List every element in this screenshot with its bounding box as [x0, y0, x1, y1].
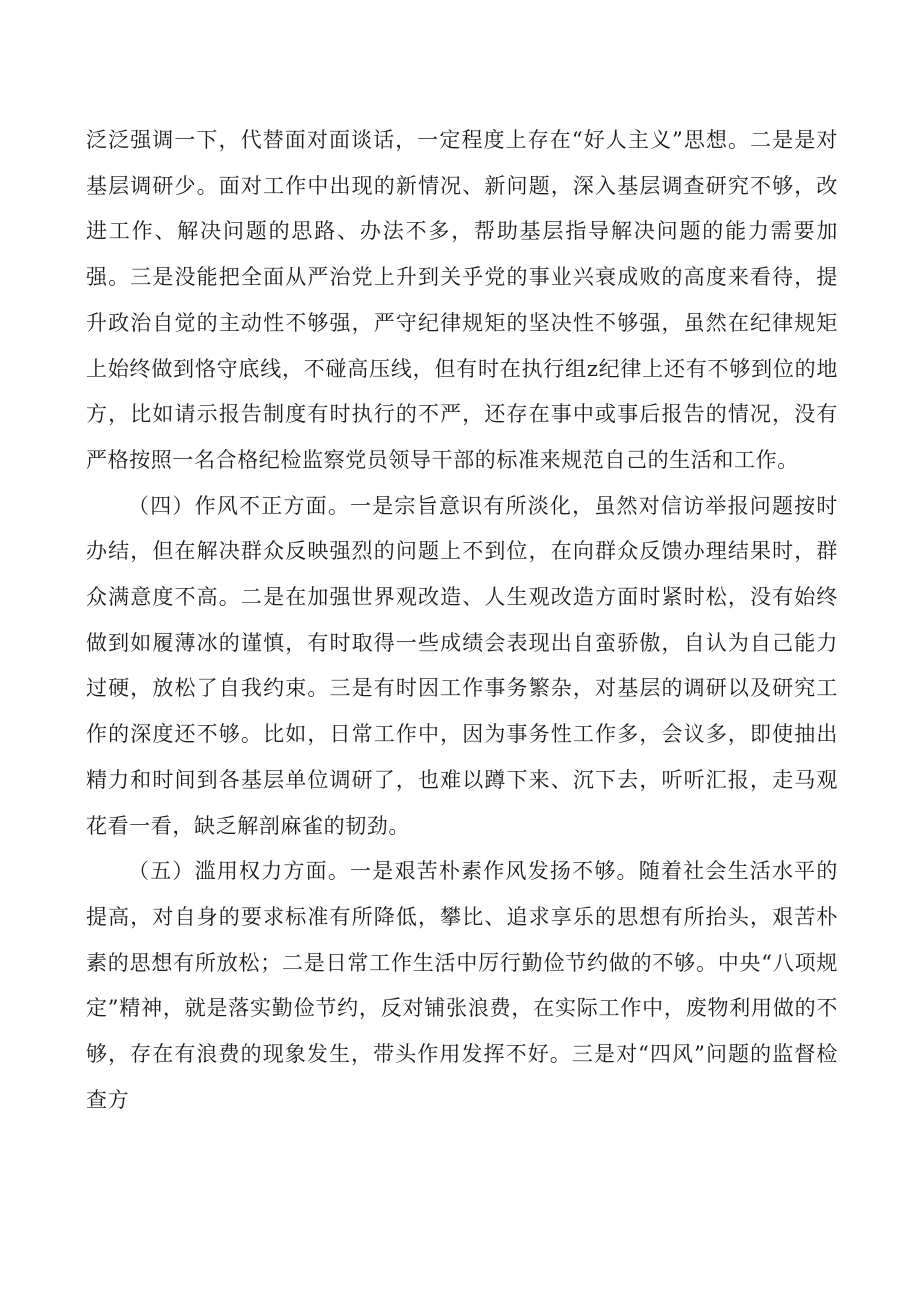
paragraph-continuation: 泛泛强调一下，代替面对面谈话，一定程度上存在“好人主义”思想。二是是对基层调研少。面对工作中出现的新情况、新问题，深入基层调查研究不够，改进工作、解决问题的思路、办法不多，帮助基层指导解决问题的能力需要加强。三是没能把全面从严治党上升到关乎党的事业兴衰成败的高度来看待，提升政治自觉的主动性不够强，严守纪律规矩的坚决性不够强，虽然在纪律规矩上始终做到恪守底线，不碰高压线，但有时在执行组z纪律上还有不够到位的地方，比如请示报告制度有时执行的不严，还存在事中或事后报告的情况，没有严格按照一名合格纪检监察党员领导干部的标准来规范自己的生活和工作。: [86, 128, 838, 472]
paragraph-section-four: （四）作风不正方面。一是宗旨意识有所淡化，虽然对信访举报问题按时办结，但在解决群众反映强烈的问题上不到位，在向群众反馈办理结果时，群众满意度不高。二是在加强世界观改造、人生观改造方面时紧时松，没有始终做到如履薄冰的谨慎，有时取得一些成绩会表现出自蛮骄傲，自认为自己能力过硬，放松了自我约束。三是有时因工作事务繁杂，对基层的调研以及研究工作的深度还不够。比如，日常工作中，因为事务性工作多，会议多，即使抽出精力和时间到各基层单位调研了，也难以蹲下来、沉下去，听听汇报，走马观花看一看，缺乏解剖麻雀的韧劲。: [86, 493, 838, 838]
paragraph-section-five: （五）滥用权力方面。一是艰苦朴素作风发扬不够。随着社会生活水平的提高，对自身的要求标准有所降低，攀比、追求享乐的思想有所抬头，艰苦朴素的思想有所放松；二是日常工作生活中厉行勤俭节约做的不够。中央“八项规定”精神，就是落实勤俭节约，反对铺张浪费，在实际工作中，废物利用做的不够，存在有浪费的现象发生，带头作用发挥不好。三是对“四风”问题的监督检查方: [86, 859, 838, 1112]
document-body: [86, 118, 838, 1123]
